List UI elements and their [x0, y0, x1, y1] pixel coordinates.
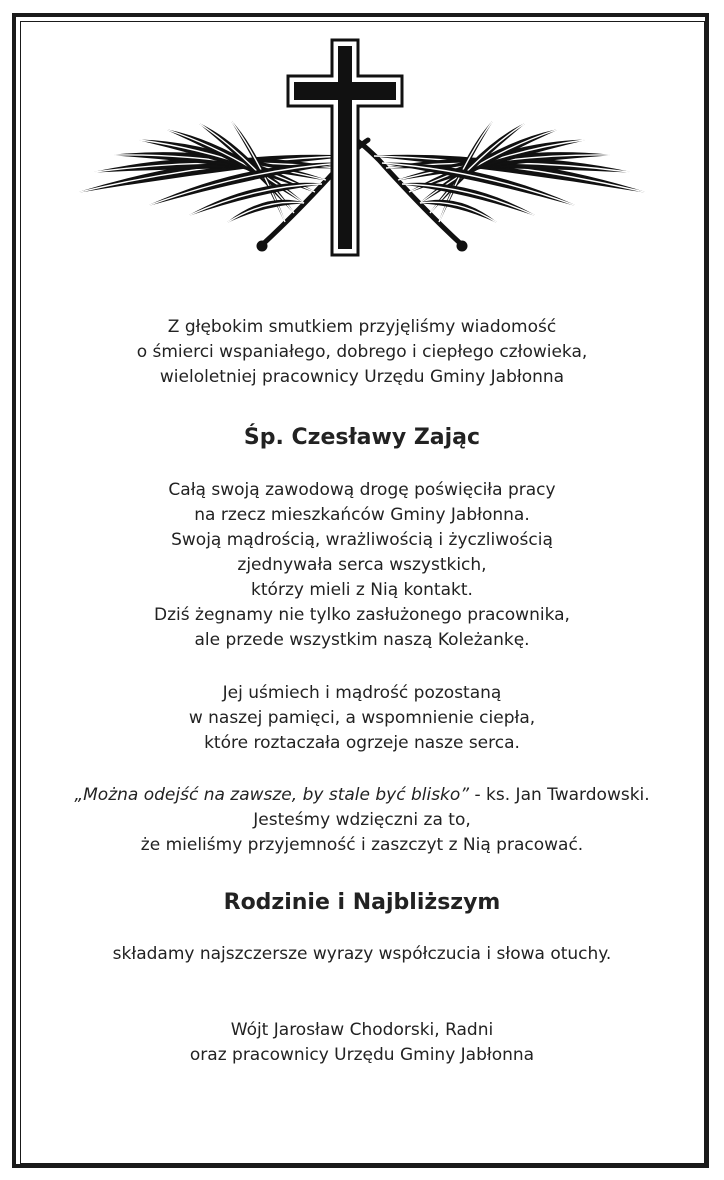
cross-with-palm-branches-icon: [0, 0, 724, 270]
intro-paragraph: [0, 315, 724, 390]
quote-line: [0, 783, 724, 808]
cross-icon: [288, 40, 402, 255]
memory-line: które roztaczała ogrzeje nasze serca.: [204, 733, 520, 753]
condolence-paragraph: [0, 942, 724, 967]
family-heading: Rodzinie i Najbliższym: [223, 890, 501, 915]
tribute-line: ale przede wszystkim naszą Koleżankę.: [194, 630, 530, 650]
family-heading-block: [0, 888, 724, 918]
quote-followup-line: Jesteśmy wdzięczni za to,: [253, 810, 471, 830]
signature: [0, 1018, 724, 1068]
intro-line: wieloletniej pracownicy Urzędu Gminy Jabłonna: [159, 367, 565, 387]
palm-branch-right-icon: [356, 122, 644, 251]
tribute-paragraph: [0, 478, 724, 653]
deceased-name: Śp. Czesławy Zając: [243, 425, 481, 450]
signature-line: Wójt Jarosław Chodorski, Radni: [230, 1020, 494, 1040]
tribute-line: Całą swoją zawodową drogę poświęciła pracy: [168, 480, 556, 500]
memory-line: Jej uśmiech i mądrość pozostaną: [222, 683, 502, 703]
signature-line: oraz pracownicy Urzędu Gminy Jabłonna: [189, 1045, 535, 1065]
tribute-line: Swoją mądrością, wrażliwością i życzliwością: [171, 530, 553, 550]
quote-attribution: - ks. Jan Twardowski.: [469, 785, 650, 805]
intro-line: Z głębokim smutkiem przyjęliśmy wiadomość: [167, 317, 557, 337]
tribute-line: na rzecz mieszkańców Gminy Jabłonna.: [194, 505, 530, 525]
tribute-line: zjednywała serca wszystkich,: [237, 555, 487, 575]
intro-line: o śmierci wspaniałego, dobrego i ciepłego człowieka,: [136, 342, 588, 362]
condolence-line: składamy najszczersze wyrazy współczucia i słowa otuchy.: [112, 944, 612, 964]
quote-followup-line: że mieliśmy przyjemność i zaszczyt z Nią pracować.: [140, 835, 584, 855]
quote-text: „Można odejść na zawsze, by stale być blisko”: [74, 785, 470, 805]
memory-line: w naszej pamięci, a wspomnienie ciepła,: [188, 708, 536, 728]
quote-paragraph: [0, 783, 724, 858]
tribute-line: Dziś żegnamy nie tylko zasłużonego pracownika,: [154, 605, 570, 625]
palm-branch-left-icon: [80, 122, 368, 251]
deceased-name-block: [0, 423, 724, 453]
tribute-line: którzy mieli z Nią kontakt.: [251, 580, 473, 600]
memory-paragraph: [0, 681, 724, 756]
